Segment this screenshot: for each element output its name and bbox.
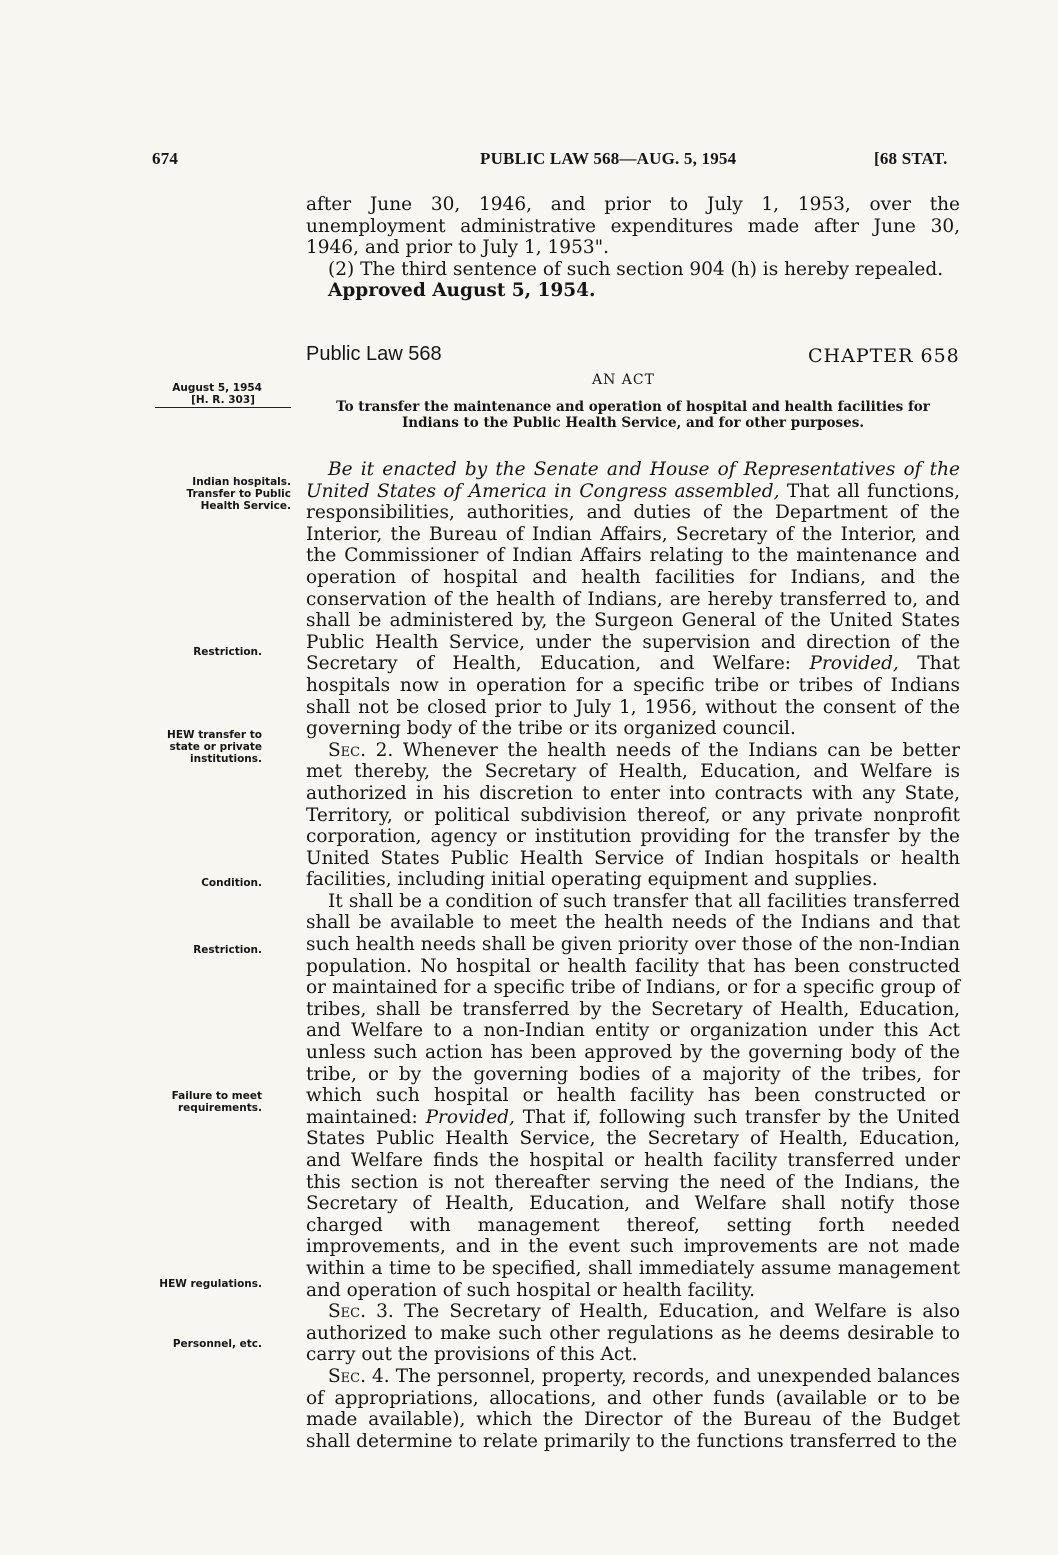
margin-note-restriction-2: Restriction. [193,944,262,956]
margin-note-indian-hospitals: Indian hospitals. Transfer to Public Health Service. [186,476,291,512]
continuation-para-2: (2) The third sentence of such section 904 (h) is hereby repealed. [328,258,944,280]
public-law-number: Public Law 568 [306,343,442,365]
enactment-date: August 5, 1954 [172,382,262,394]
enacting-clause: Be it enacted by the Senate and House of Representatives of the United States of America in Congress assembled, [306,459,960,502]
bill-number: [H. R. 303] [155,394,291,408]
margin-note-personnel: Personnel, etc. [172,1338,262,1350]
margin-note-condition: Condition. [201,877,262,889]
margin-note-hew-transfer: HEW transfer to state or private institutions. [167,729,262,765]
transfer-condition: It shall be a condition of such transfer that all facilities transferred shall be available to meet the health needs of the Indians and that such health needs shall be given priority over those of the non-Indian population. No hospital or health facility that has been constructed or maintained for a specific tribe of Indians, or for a specific group of tribes, shall be transferred by the Secretary of Health, Education, and Welfare to a non-Indian entity or organization under this Act unless such action has been approved by the governing body of the tribe, or by the governing bodies of a majority of the tribes, for which such hospital or health facility has been constructed or maintained: Provided, That if, following such transfer by the United States Public Health Service, the Secretary of Health, Education, and Welfare finds the hospital or health facility transferred under this section is not thereafter serving the need of the Indians, the Secretary of Health, Education, and Welfare shall notify those charged with management thereof, setting forth needed improvements, and in the event such improvements are not made within a time to be specified, shall immediately assume management and operation of such hospital or health facility. [306,890,960,1301]
section-1: Be it enacted by the Senate and House of Representatives of the United States of America in Congress assembled, That all functions, responsibilities, authorities, and duties of the Department of the Interior, the Bureau of Indian Affairs, Secretary of the Interior, and the Commissioner of Indian Affairs relating to the maintenance and operation of hospital and health facilities for Indians, and the conservation of the health of Indians, are hereby transferred to, and shall be administered by, the Surgeon General of the United States Public Health Service, under the supervision and direction of the Secretary of Health, Education, and Welfare: Provided, That hospitals now in operation for a specific tribe or tribes of Indians shall not be closed prior to July 1, 1956, without the consent of the governing body of the tribe or its organized council. [306,459,960,740]
page-number: 674 [152,149,179,168]
act-summary: To transfer the maintenance and operation of hospital and health facilities for Indians to the Public Health Service, and for other purposes. [336,399,930,431]
continuation-para-1: after June 30, 1946, and prior to July 1, 1953, over the unemployment administrative expenditures made after June 30, 1946, and prior to July 1, 1953". [306,194,960,259]
chapter-number: CHAPTER 658 [808,345,960,367]
running-title: PUBLIC LAW 568—AUG. 5, 1954 [480,149,737,168]
act-body [306,459,960,1452]
section-2: Sec. 2. Whenever the health needs of the Indians can be better met thereby, the Secretary of Health, Education, and Welfare is authorized in his discretion to enter into contracts with any State, Territory, or political subdivision thereof, or any private nonprofit corporation, agency or institution providing for the transfer by the United States Public Health Service of Indian hospitals or health facilities, including initial operating equipment and supplies. [306,739,960,891]
section-3: Sec. 3. The Secretary of Health, Education, and Welfare is also authorized to make such other regulations as he deems desirable to carry out the provisions of this Act. [306,1301,960,1366]
approval-line: Approved August 5, 1954. [328,280,596,302]
margin-note-restriction: Restriction. [193,646,262,658]
continuation-text [306,194,960,302]
margin-note-hew-regulations: HEW regulations. [159,1278,262,1290]
volume-ref: [68 STAT. [874,149,948,168]
margin-note-failure: Failure to meet requirements. [171,1090,262,1114]
section-4: Sec. 4. The personnel, property, records, and unexpended balances of appropriations, allocations, and other funds (available or to be made available), which the Director of the Bureau of the Budget shall determine to relate primarily to the functions transferred to the [306,1365,960,1452]
act-heading: AN ACT [592,372,655,388]
